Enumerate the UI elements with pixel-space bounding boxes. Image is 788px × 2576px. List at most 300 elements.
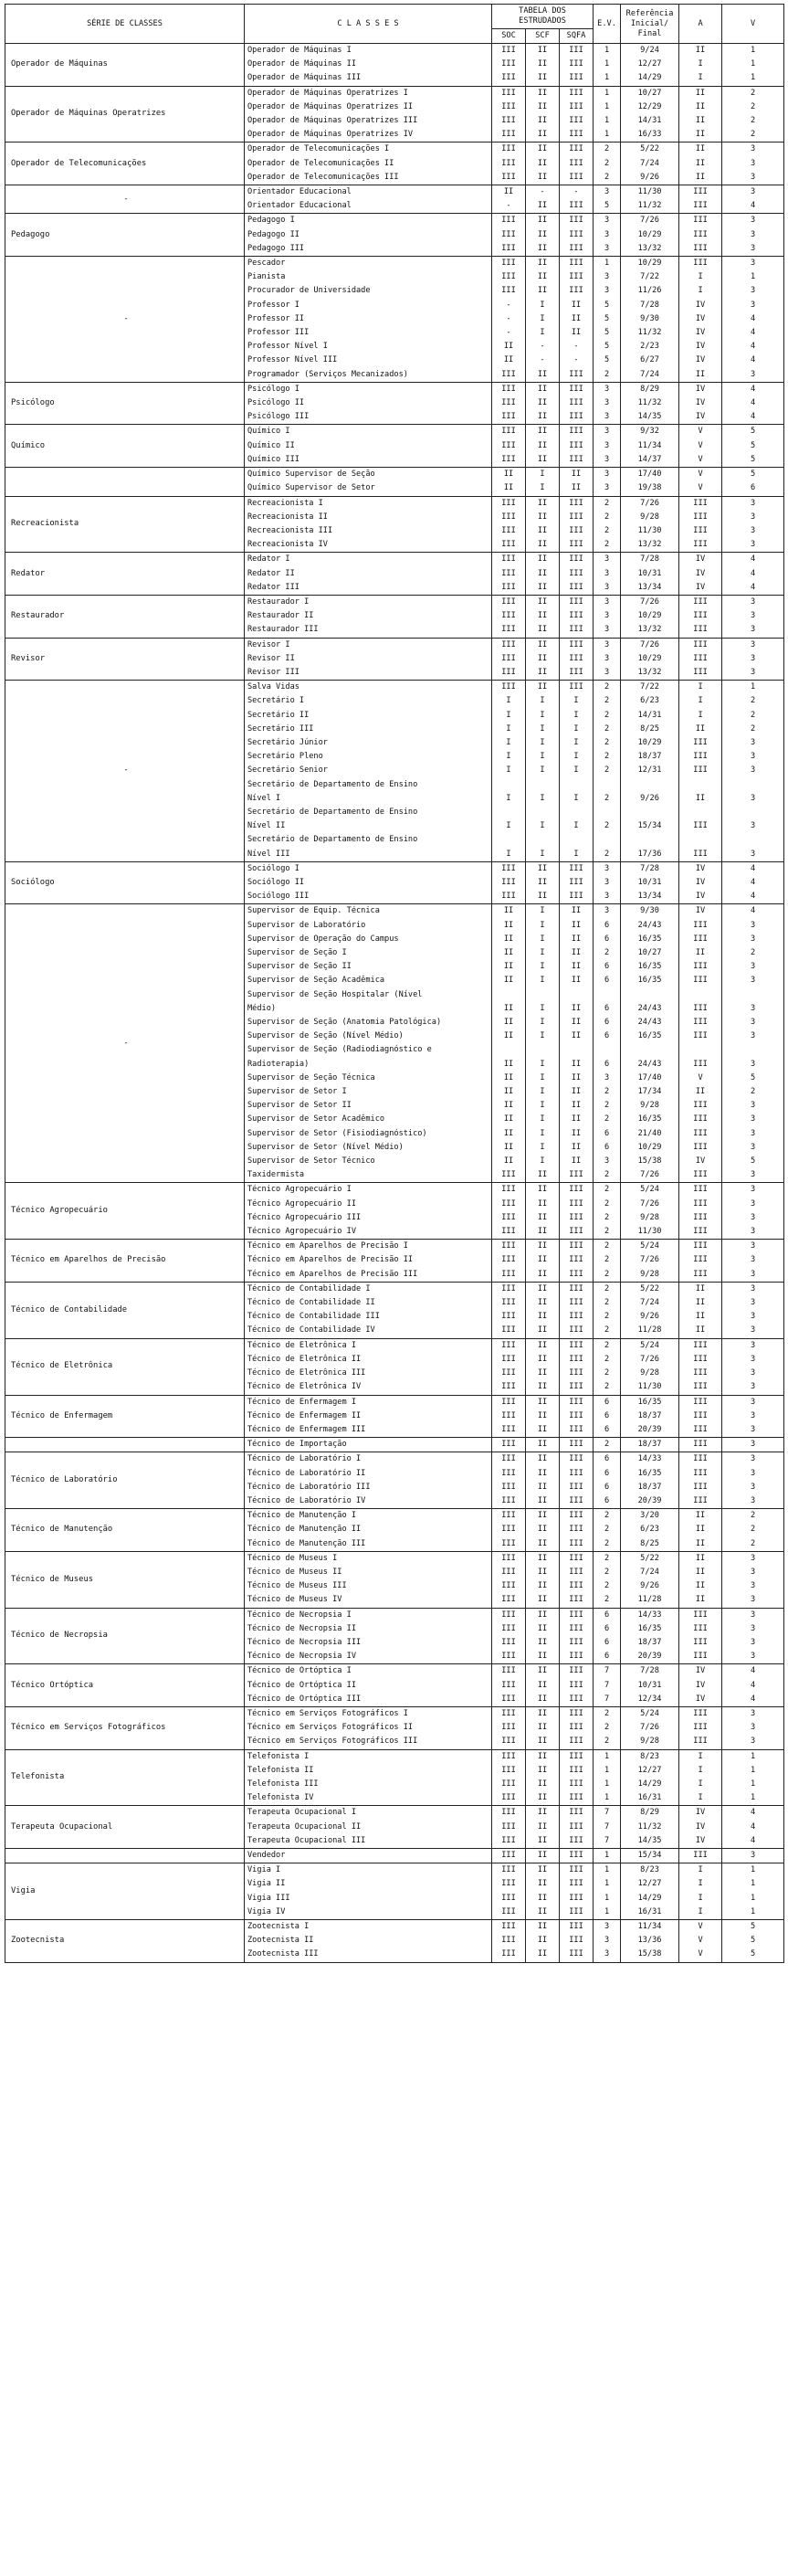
scf-value: II (526, 567, 560, 581)
a-value: IV (679, 581, 722, 596)
v-value: 3 (722, 1324, 784, 1338)
sqfa-value: III (560, 524, 594, 538)
ev-value: 1 (594, 44, 621, 58)
table-row (5, 1863, 784, 1878)
v-value: 5 (722, 1072, 784, 1085)
scf-value: II (526, 1494, 560, 1509)
sqfa-value: III (560, 396, 594, 410)
scf-value: II (526, 1735, 560, 1749)
ev-value: 2 (594, 1721, 621, 1735)
soc-value: II (492, 1002, 526, 1016)
sqfa-value: III (560, 1296, 594, 1310)
referencia-value: 11/28 (621, 1593, 679, 1608)
v-value: 3 (722, 1735, 784, 1749)
a-value: IV (679, 861, 722, 876)
scf-value: II (526, 638, 560, 652)
scf-value: II (526, 524, 560, 538)
scf-value: II (526, 270, 560, 284)
soc-value: III (492, 553, 526, 567)
table-row (5, 1608, 784, 1622)
ev-value: 3 (594, 553, 621, 567)
ev-value: 2 (594, 1551, 621, 1566)
series-group (5, 214, 784, 257)
a-value: III (679, 1029, 722, 1043)
v-value: 3 (722, 1353, 784, 1367)
v-value: 3 (722, 1395, 784, 1409)
a-value (679, 806, 722, 819)
a-value: III (679, 1268, 722, 1283)
ev-value: 3 (594, 382, 621, 396)
a-value: III (679, 1481, 722, 1494)
sqfa-value: III (560, 666, 594, 681)
v-value: 4 (722, 1664, 784, 1679)
soc-value: III (492, 1268, 526, 1283)
v-value: 1 (722, 1749, 784, 1764)
referencia-value: 9/24 (621, 44, 679, 58)
sqfa-value: III (560, 1183, 594, 1198)
table-row (5, 382, 784, 396)
v-value: 3 (722, 1566, 784, 1579)
v-value: 1 (722, 71, 784, 86)
ev-value: 7 (594, 1679, 621, 1693)
v-value: 1 (722, 58, 784, 71)
soc-value: II (492, 185, 526, 200)
a-value: III (679, 1636, 722, 1650)
ev-value: 3 (594, 1072, 621, 1085)
sqfa-value: I (560, 848, 594, 862)
scf-value: II (526, 1934, 560, 1948)
scf-value: I (526, 481, 560, 496)
class-name: Técnico em Aparelhos de Precisão III (245, 1268, 492, 1283)
v-value: 2 (722, 1509, 784, 1524)
soc-value: III (492, 439, 526, 453)
serie-name: Técnico em Serviços Fotográficos (5, 1706, 245, 1749)
soc-value: II (492, 1085, 526, 1099)
ev-value: 3 (594, 185, 621, 200)
class-name: Técnico de Enfermagem II (245, 1409, 492, 1423)
referencia-value: 7/22 (621, 270, 679, 284)
scf-value: II (526, 1906, 560, 1920)
v-value: 1 (722, 1892, 784, 1906)
referencia-value: 5/22 (621, 1551, 679, 1566)
series-group (5, 44, 784, 87)
soc-value: III (492, 581, 526, 596)
referencia-value: 7/24 (621, 157, 679, 171)
ev-value: 1 (594, 58, 621, 71)
referencia-value: 5/22 (621, 143, 679, 157)
referencia-value: 14/29 (621, 71, 679, 86)
referencia-value: 13/32 (621, 666, 679, 681)
sqfa-value: III (560, 425, 594, 439)
class-name: Terapeuta Ocupacional I (245, 1806, 492, 1821)
sqfa-value: III (560, 128, 594, 143)
sqfa-value: II (560, 1127, 594, 1141)
scf-value: I (526, 299, 560, 312)
class-name: Sociólogo II (245, 876, 492, 890)
ev-value: 7 (594, 1664, 621, 1679)
class-name: Técnico Agropecuário III (245, 1211, 492, 1225)
serie-name (5, 468, 245, 496)
v-value: 3 (722, 242, 784, 257)
a-value: IV (679, 567, 722, 581)
serie-name: Pedagogo (5, 214, 245, 257)
class-name: Técnico de Enfermagem III (245, 1423, 492, 1438)
soc-value: III (492, 1679, 526, 1693)
soc-value: III (492, 114, 526, 128)
v-value: 1 (722, 1791, 784, 1806)
a-value: III (679, 1706, 722, 1721)
sqfa-value (560, 988, 594, 1002)
referencia-value: 7/26 (621, 214, 679, 228)
a-value: III (679, 1735, 722, 1749)
a-value: IV (679, 1834, 722, 1849)
ev-value: 2 (594, 1253, 621, 1267)
a-value: I (679, 71, 722, 86)
referencia-value: 13/36 (621, 1934, 679, 1948)
referencia-value: 10/29 (621, 228, 679, 242)
v-value: 2 (722, 100, 784, 114)
ev-value: 6 (594, 1622, 621, 1636)
a-value: V (679, 468, 722, 482)
v-value: 3 (722, 1706, 784, 1721)
serie-name: Operador de Máquinas Operatrizes (5, 86, 245, 143)
referencia-value: 17/34 (621, 1085, 679, 1099)
a-value: I (679, 1892, 722, 1906)
v-value: 3 (722, 1593, 784, 1608)
scf-value: II (526, 44, 560, 58)
v-value: 3 (722, 1058, 784, 1072)
sqfa-value: I (560, 723, 594, 736)
referencia-value: 16/35 (621, 960, 679, 974)
sqfa-value: I (560, 709, 594, 723)
scf-value: II (526, 1537, 560, 1552)
soc-value: II (492, 1127, 526, 1141)
v-value: 3 (722, 1141, 784, 1155)
a-value: III (679, 1438, 722, 1452)
soc-value: III (492, 1579, 526, 1593)
scf-value: II (526, 1198, 560, 1211)
sqfa-value: III (560, 1423, 594, 1438)
a-value: III (679, 1253, 722, 1267)
scf-value: II (526, 228, 560, 242)
v-value: 3 (722, 1253, 784, 1267)
table-row (5, 1806, 784, 1821)
a-value (679, 988, 722, 1002)
scf-value: I (526, 1058, 560, 1072)
referencia-value: 16/31 (621, 1906, 679, 1920)
serie-name: Psicólogo (5, 382, 245, 425)
ev-value: 3 (594, 1920, 621, 1935)
sqfa-value: III (560, 1863, 594, 1878)
referencia-value (621, 806, 679, 819)
sqfa-value: III (560, 1324, 594, 1338)
table-row (5, 1849, 784, 1863)
ev-value: 1 (594, 1877, 621, 1891)
series-group (5, 1438, 784, 1452)
scf-value: II (526, 1168, 560, 1183)
ev-value: 5 (594, 312, 621, 326)
ev-value: 1 (594, 1791, 621, 1806)
referencia-value: 7/28 (621, 299, 679, 312)
scf-value: II (526, 1353, 560, 1367)
soc-value: III (492, 1764, 526, 1778)
a-value: IV (679, 1679, 722, 1693)
a-value: I (679, 58, 722, 71)
class-name: Secretário I (245, 694, 492, 708)
sqfa-value: III (560, 382, 594, 396)
v-value: 4 (722, 382, 784, 396)
referencia-value: 17/40 (621, 468, 679, 482)
scf-value: I (526, 1016, 560, 1029)
series-group (5, 1849, 784, 1863)
sqfa-value: III (560, 1282, 594, 1296)
class-name: Terapeuta Ocupacional II (245, 1821, 492, 1834)
series-group (5, 86, 784, 143)
scf-value: II (526, 1821, 560, 1834)
referencia-value: 16/35 (621, 1029, 679, 1043)
sqfa-value: II (560, 1002, 594, 1016)
referencia-value: 7/28 (621, 861, 679, 876)
a-value: II (679, 128, 722, 143)
ev-value: 3 (594, 284, 621, 298)
ev-value: 3 (594, 652, 621, 666)
sqfa-value: III (560, 1310, 594, 1324)
soc-value: II (492, 1155, 526, 1168)
a-value: III (679, 609, 722, 623)
class-name: Sociólogo I (245, 861, 492, 876)
referencia-value: 10/29 (621, 736, 679, 750)
v-value: 3 (722, 157, 784, 171)
soc-value: II (492, 960, 526, 974)
class-name: Vigia II (245, 1877, 492, 1891)
soc-value: III (492, 396, 526, 410)
referencia-value: 16/35 (621, 1622, 679, 1636)
referencia-value: 10/29 (621, 652, 679, 666)
soc-value: III (492, 511, 526, 524)
a-value: III (679, 1467, 722, 1481)
series-group (5, 1920, 784, 1963)
sqfa-value: III (560, 1679, 594, 1693)
scf-value: I (526, 1029, 560, 1043)
scf-value: II (526, 410, 560, 425)
ev-value: 2 (594, 1296, 621, 1310)
referencia-value: 12/31 (621, 764, 679, 777)
series-group (5, 1240, 784, 1283)
v-value: 2 (722, 114, 784, 128)
soc-value: I (492, 723, 526, 736)
ev-value (594, 1043, 621, 1057)
ev-value: 7 (594, 1693, 621, 1707)
scf-value: II (526, 623, 560, 638)
ev-value: 3 (594, 861, 621, 876)
v-value: 5 (722, 453, 784, 468)
v-value: 3 (722, 299, 784, 312)
sqfa-value: III (560, 1622, 594, 1636)
series-group (5, 681, 784, 862)
class-name: Vigia III (245, 1892, 492, 1906)
referencia-value (621, 778, 679, 792)
ev-value: 2 (594, 511, 621, 524)
series-group (5, 468, 784, 496)
sqfa-value: III (560, 284, 594, 298)
serie-name: Técnico de Manutenção (5, 1509, 245, 1552)
a-value: I (679, 1791, 722, 1806)
class-name: Técnico de Ortóptica III (245, 1693, 492, 1707)
class-name: Técnico de Laboratório I (245, 1452, 492, 1467)
referencia-value: 14/31 (621, 114, 679, 128)
ev-value: 1 (594, 100, 621, 114)
sqfa-value: III (560, 681, 594, 695)
ev-value: 1 (594, 114, 621, 128)
ev-value: 2 (594, 143, 621, 157)
ev-value: 3 (594, 228, 621, 242)
ev-value: 6 (594, 933, 621, 946)
referencia-value: 8/23 (621, 1749, 679, 1764)
a-value: III (679, 1002, 722, 1016)
scf-value: II (526, 1579, 560, 1593)
v-value: 3 (722, 1494, 784, 1509)
class-name: Recreacionista IV (245, 538, 492, 553)
ev-value: 6 (594, 1029, 621, 1043)
ev-value: 1 (594, 1764, 621, 1778)
scf-value: II (526, 1863, 560, 1878)
a-value: III (679, 1338, 722, 1353)
referencia-value: 15/38 (621, 1155, 679, 1168)
serie-name (5, 1849, 245, 1863)
series-group (5, 1338, 784, 1395)
a-value: IV (679, 1693, 722, 1707)
ev-value: 2 (594, 1338, 621, 1353)
v-value: 2 (722, 86, 784, 100)
a-value: III (679, 974, 722, 987)
table-row (5, 1395, 784, 1409)
a-value: V (679, 453, 722, 468)
series-group (5, 1509, 784, 1552)
class-name: Secretário Pleno (245, 750, 492, 764)
referencia-value: 9/30 (621, 312, 679, 326)
table-row (5, 143, 784, 157)
v-value: 3 (722, 666, 784, 681)
class-name: Sociólogo III (245, 890, 492, 904)
v-value: 3 (722, 1268, 784, 1283)
class-name: Revisor III (245, 666, 492, 681)
class-name: Supervisor de Operação do Campus (245, 933, 492, 946)
class-name: Pescador (245, 257, 492, 271)
soc-value: III (492, 1934, 526, 1948)
referencia-value: 12/27 (621, 1877, 679, 1891)
sqfa-value: III (560, 595, 594, 609)
class-name: Revisor II (245, 652, 492, 666)
ev-value: 3 (594, 1934, 621, 1948)
sqfa-value: II (560, 312, 594, 326)
v-value: 3 (722, 1551, 784, 1566)
a-value: III (679, 919, 722, 933)
class-name: Supervisor de Seção Acadêmica (245, 974, 492, 987)
referencia-value: 11/32 (621, 396, 679, 410)
scf-value: II (526, 1282, 560, 1296)
table-header (5, 5, 784, 44)
v-value: 3 (722, 919, 784, 933)
soc-value: III (492, 1452, 526, 1467)
ev-value: 3 (594, 453, 621, 468)
soc-value: III (492, 171, 526, 185)
sqfa-value: II (560, 1058, 594, 1072)
class-name: Técnico de Contabilidade I (245, 1282, 492, 1296)
v-value: 4 (722, 1806, 784, 1821)
soc-value: III (492, 1834, 526, 1849)
v-value: 3 (722, 1438, 784, 1452)
class-name: Supervisor de Seção (Nível Médio) (245, 1029, 492, 1043)
scf-value: II (526, 439, 560, 453)
soc-value: II (492, 481, 526, 496)
a-value: II (679, 1551, 722, 1566)
serie-name: Recreacionista (5, 496, 245, 553)
scf-value: I (526, 764, 560, 777)
class-name: Químico III (245, 453, 492, 468)
a-value: I (679, 1877, 722, 1891)
v-value (722, 833, 784, 847)
scf-value: II (526, 553, 560, 567)
referencia-value: 9/26 (621, 792, 679, 806)
class-name: Restaurador I (245, 595, 492, 609)
v-value: 3 (722, 1338, 784, 1353)
referencia-value: 2/23 (621, 340, 679, 354)
sqfa-value: III (560, 1395, 594, 1409)
referencia-value: 6/27 (621, 354, 679, 367)
soc-value: III (492, 890, 526, 904)
v-value: 1 (722, 1778, 784, 1791)
soc-value: II (492, 468, 526, 482)
sqfa-value: II (560, 904, 594, 919)
soc-value: III (492, 1523, 526, 1536)
sqfa-value: III (560, 1906, 594, 1920)
soc-value: III (492, 609, 526, 623)
scf-value: II (526, 1395, 560, 1409)
serie-name: - (5, 904, 245, 1183)
scf-value: II (526, 666, 560, 681)
table-row (5, 1706, 784, 1721)
a-value (679, 833, 722, 847)
v-value: 3 (722, 1127, 784, 1141)
v-value: 3 (722, 1296, 784, 1310)
referencia-value: 16/35 (621, 1395, 679, 1409)
sqfa-value: III (560, 1481, 594, 1494)
a-value: V (679, 481, 722, 496)
v-value: 3 (722, 1113, 784, 1126)
soc-value: III (492, 1778, 526, 1791)
a-value: IV (679, 410, 722, 425)
header-serie: SÉRIE DE CLASSES (5, 5, 245, 44)
ev-value: 2 (594, 750, 621, 764)
sqfa-value: III (560, 581, 594, 596)
class-name: Técnico de Ortóptica II (245, 1679, 492, 1693)
scf-value: II (526, 1892, 560, 1906)
table-row (5, 185, 784, 200)
class-name: Operador de Telecomunicações III (245, 171, 492, 185)
class-name: Técnico de Laboratório IV (245, 1494, 492, 1509)
series-group (5, 1608, 784, 1664)
class-name: Zootecnista I (245, 1920, 492, 1935)
soc-value: III (492, 1253, 526, 1267)
ev-value: 7 (594, 1806, 621, 1821)
serie-name: Sociólogo (5, 861, 245, 904)
v-value: 3 (722, 1367, 784, 1380)
scf-value: II (526, 171, 560, 185)
v-value: 3 (722, 143, 784, 157)
referencia-value: 7/24 (621, 368, 679, 383)
series-group (5, 257, 784, 383)
scf-value: II (526, 1778, 560, 1791)
